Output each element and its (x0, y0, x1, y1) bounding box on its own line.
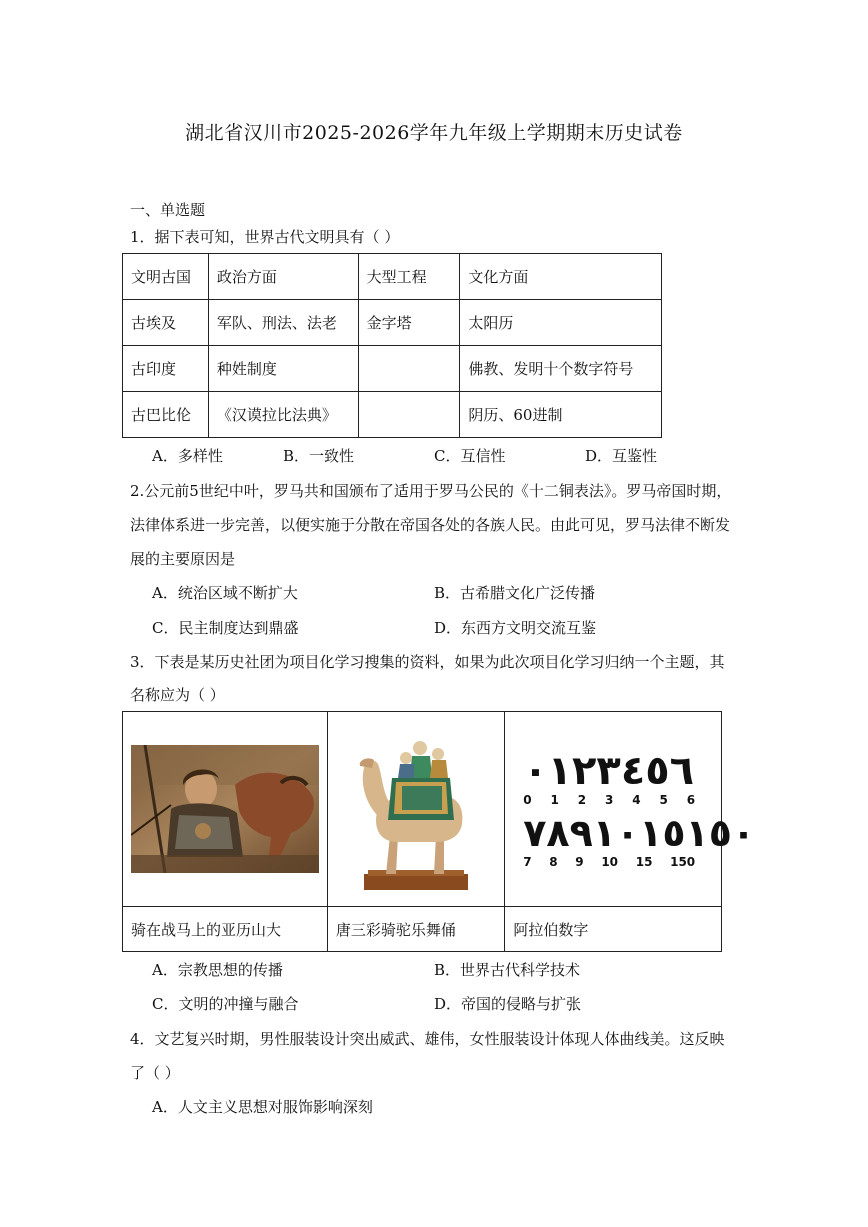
table-row (123, 346, 662, 392)
q1-option-a[interactable]: A．多样性 (152, 447, 223, 465)
table-cell (123, 712, 328, 907)
numeral-label: 9 (575, 855, 584, 869)
q2-option-d[interactable]: D．东西方文明交流互鉴 (434, 619, 597, 637)
numeral-label: 1 (550, 793, 559, 807)
q3-option-c[interactable]: C．文明的冲撞与融合 (152, 995, 299, 1013)
table-cell: 古印度 (123, 346, 209, 392)
table-cell: 太阳历 (460, 300, 662, 346)
table-cell: 阴历、60进制 (460, 392, 662, 438)
caption-arabic-numerals: 阿拉伯数字 (505, 907, 722, 952)
numeral-label: 15 (635, 855, 653, 869)
q4-stem-line-1: 4．文艺复兴时期，男性服装设计突出威武、雄伟，女性服装设计体现人体曲线美。这反映 (130, 1030, 725, 1048)
q1-option-d[interactable]: D．互鉴性 (585, 447, 658, 465)
page-title: 湖北省汉川市2025-2026学年九年级上学期期末历史试卷 (185, 122, 683, 144)
table-cell: 古巴比伦 (123, 392, 209, 438)
arabic-numerals-chart (523, 748, 756, 869)
numeral-label: 2 (577, 793, 587, 807)
numeral-label: 8 (549, 855, 558, 869)
tang-sancai-camel-image (346, 724, 486, 894)
q1-table (122, 253, 662, 438)
q3-option-a[interactable]: A．宗教思想的传播 (152, 961, 283, 979)
numeral-label: 7 (523, 855, 532, 869)
table-cell: 古埃及 (123, 300, 209, 346)
table-cell: 文明古国 (123, 254, 209, 300)
q4-option-a[interactable]: A．人文主义思想对服饰影响深刻 (152, 1098, 373, 1116)
numeral-label: 150 (670, 855, 696, 869)
table-cell: 军队、刑法、法老 (208, 300, 358, 346)
table-cell (505, 712, 756, 907)
table-row (123, 907, 722, 952)
q2-stem-line-1: 2.公元前5世纪中叶，罗马共和国颁布了适用于罗马公民的《十二铜表法》。罗马帝国时期， (130, 482, 732, 500)
table-cell: 佛教、发明十个数字符号 (460, 346, 662, 392)
table-cell (358, 346, 460, 392)
table-cell: 《汉谟拉比法典》 (208, 392, 358, 438)
q1-option-b[interactable]: B．一致性 (283, 447, 355, 465)
numeral-label: 6 (686, 793, 696, 807)
alexander-mosaic-image (131, 745, 319, 873)
numeral-label: 0 (523, 793, 532, 807)
table-cell: 大型工程 (358, 254, 460, 300)
table-cell: 政治方面 (208, 254, 358, 300)
q2-option-b[interactable]: B．古希腊文化广泛传播 (434, 584, 596, 602)
section-heading: 一、单选题 (130, 201, 206, 219)
table-cell: 种姓制度 (208, 346, 358, 392)
table-row (123, 254, 662, 300)
q3-table (122, 711, 756, 952)
table-cell: 金字塔 (358, 300, 460, 346)
caption-camel-figurine: 唐三彩骑驼乐舞俑 (327, 907, 505, 952)
numeral-label: 3 (604, 793, 614, 807)
q1-option-c[interactable]: C．互信性 (434, 447, 506, 465)
numeral-label: 5 (659, 793, 668, 807)
q3-option-d[interactable]: D．帝国的侵略与扩张 (434, 995, 582, 1013)
table-row (123, 712, 722, 907)
arabic-glyphs-row-1: ٠١٢٣٤٥٦ (523, 748, 695, 794)
q4-stem-line-2: 了（ ） (130, 1064, 180, 1082)
q3-option-b[interactable]: B．世界古代科学技术 (434, 961, 581, 979)
table-row (123, 300, 662, 346)
q2-stem-line-2: 法律体系进一步完善，以便实施于分散在帝国各处的各族人民。由此可见，罗马法律不断发 (130, 516, 731, 534)
numeral-label: 10 (601, 855, 619, 869)
table-row (123, 392, 662, 438)
q3-stem-line-2: 名称应为（ ） (130, 686, 225, 704)
q1-stem: 1．据下表可知，世界古代文明具有（ ） (130, 228, 400, 246)
table-cell (358, 392, 460, 438)
q3-stem-line-1: 3．下表是某历史社团为项目化学习搜集的资料，如果为此次项目化学习归纳一个主题，其 (130, 653, 725, 671)
arabic-glyphs-row-2: ٧٨٩١٠١٥١٥٠ (523, 811, 756, 855)
table-cell (327, 712, 505, 907)
numeral-label: 4 (632, 793, 641, 807)
table-cell: 文化方面 (460, 254, 662, 300)
q2-option-a[interactable]: A．统治区域不断扩大 (152, 584, 298, 602)
caption-alexander: 骑在战马上的亚历山大 (123, 907, 328, 952)
q2-stem-line-3: 展的主要原因是 (130, 550, 236, 568)
q2-option-c[interactable]: C．民主制度达到鼎盛 (152, 619, 299, 637)
